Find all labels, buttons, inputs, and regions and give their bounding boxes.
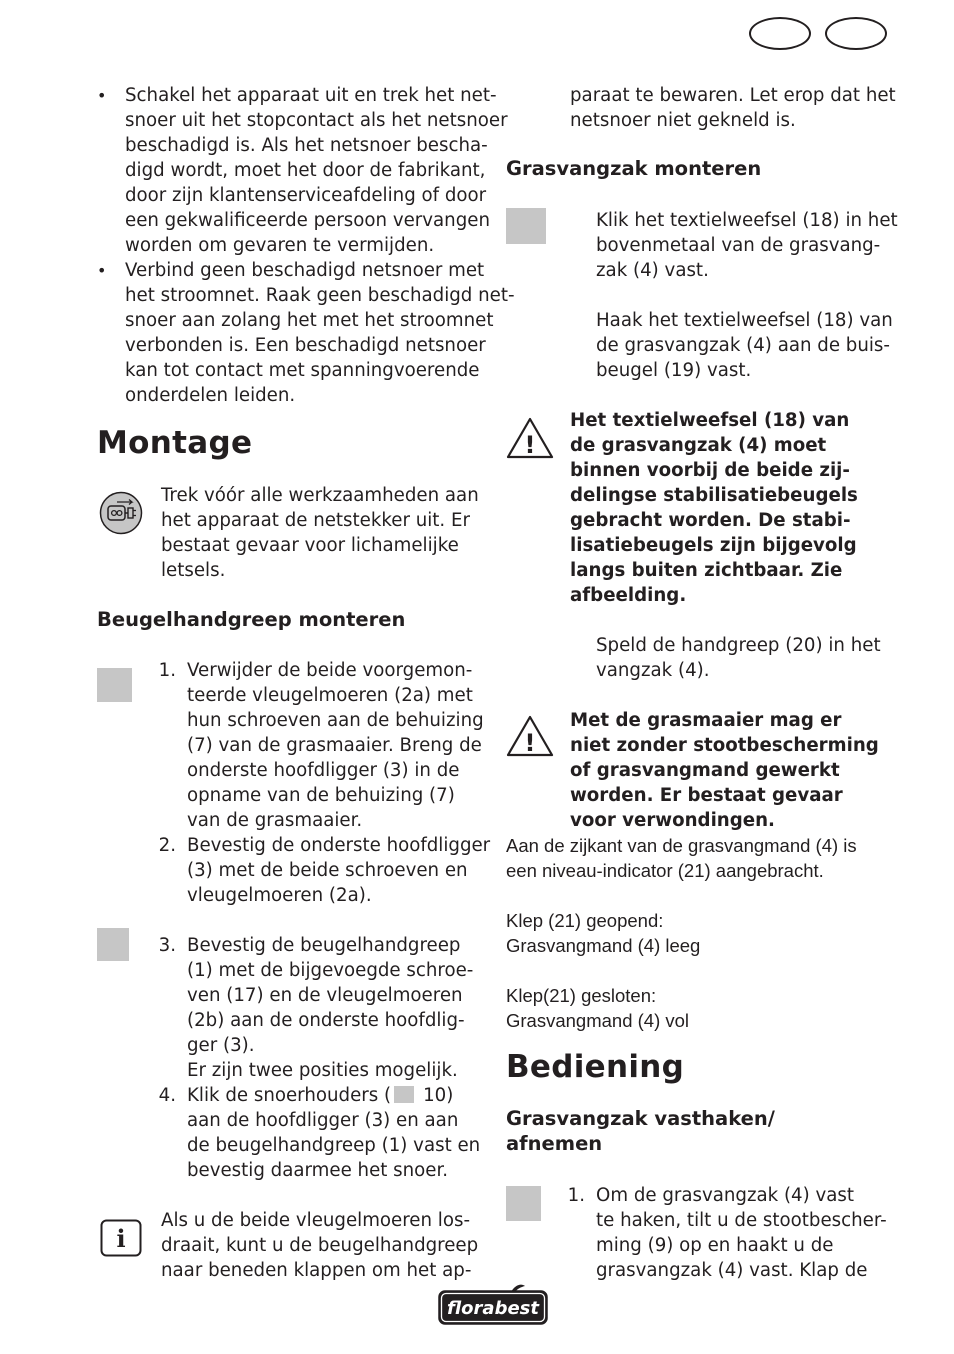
warning-note-1 xyxy=(570,408,858,608)
text-line: de grasvangzak (4) moet xyxy=(570,435,827,456)
text-line: vangzak (4). xyxy=(596,660,710,681)
text-line: Er zijn twee posities mogelijk. xyxy=(187,1060,458,1081)
subheading-grasvangzak-monteren: Grasvangzak monteren xyxy=(506,157,762,180)
text-segment: 10) xyxy=(423,1085,454,1106)
continuation-text xyxy=(570,83,896,133)
text-line: digd wordt, moet het door de fabrikant, xyxy=(125,160,486,181)
step-number: 2. xyxy=(158,835,176,856)
text-line: naar beneden klappen om het ap- xyxy=(161,1260,472,1281)
text-line: letsels. xyxy=(161,560,226,581)
figure-reference-box xyxy=(97,668,132,702)
text-line: Klep (21) geopend: xyxy=(506,910,664,931)
logo-text: florabest xyxy=(447,1298,539,1319)
text-line: Schakel het apparaat uit en trek het net- xyxy=(125,85,497,106)
text-line: gebracht worden. De stabi- xyxy=(570,510,851,531)
step-number: 1. xyxy=(158,660,176,681)
text-line: van de grasmaaier. xyxy=(187,810,363,831)
text-line: binnen voorbij de beide zij- xyxy=(570,460,850,481)
text-line: Het textielweefsel (18) van xyxy=(570,410,850,431)
text-line: of grasvangmand gewerkt xyxy=(570,760,840,781)
step-3-text xyxy=(187,933,473,1083)
text-line: kan tot contact met spanningvoerende xyxy=(125,360,480,381)
text-line: Verwijder de beide voorgemon- xyxy=(187,660,473,681)
text-line: (2b) aan de onderste hoofdlig- xyxy=(187,1010,465,1031)
text-line: Als u de beide vleugelmoeren los- xyxy=(161,1210,471,1231)
subheading-vasthaken xyxy=(506,1106,775,1156)
text-line: te haken, tilt u de stootbescher- xyxy=(596,1210,887,1231)
text-line: bovenmetaal van de grasvang- xyxy=(596,235,881,256)
text-line: Aan de zijkant van de grasvangmand (4) is xyxy=(506,835,857,856)
text-line: netsnoer niet gekneld is. xyxy=(570,110,796,131)
text-line: zak (4) vast. xyxy=(596,260,709,281)
text-line: niet zonder stootbescherming xyxy=(570,735,879,756)
text-line: het apparaat de netstekker uit. Er xyxy=(161,510,470,531)
step-number: 1. xyxy=(567,1185,585,1206)
flap-open-paragraph xyxy=(506,908,700,958)
text-line: worden om gevaren te vermijden. xyxy=(125,235,435,256)
warning-triangle-icon xyxy=(506,714,554,765)
text-line: beugel (19) vast. xyxy=(596,360,752,381)
text-line: hun schroeven aan de behuizing xyxy=(187,710,484,731)
cord-holder-reference-box xyxy=(394,1086,414,1103)
text-line: langs buiten zichtbaar. Zie xyxy=(570,560,843,581)
text-line: vleugelmoeren (2a). xyxy=(187,885,372,906)
text-line: Bevestig de onderste hoofdligger xyxy=(187,835,491,856)
text-line: draait, kunt u de beugelhandgreep xyxy=(161,1235,479,1256)
text-line: Bevestig de beugelhandgreep xyxy=(187,935,461,956)
text-line: Grasvangmand (4) leeg xyxy=(506,935,701,956)
click-fabric-paragraph xyxy=(596,208,898,283)
language-indicators xyxy=(749,17,890,53)
text-line: teerde vleugelmoeren (2a) met xyxy=(187,685,473,706)
section-heading-montage: Montage xyxy=(97,425,253,461)
text-line: afbeelding. xyxy=(570,585,687,606)
text-line: (3) met de beide schroeven en xyxy=(187,860,468,881)
text-line: lisatiebeugels zijn bijgevolg xyxy=(570,535,857,556)
text-line: aan de hoofdligger (3) en aan xyxy=(187,1110,459,1131)
text-line: delingse stabilisatiebeugels xyxy=(570,485,858,506)
figure-reference-box xyxy=(97,928,129,961)
text-segment: Klik de snoerhouders ( xyxy=(187,1085,392,1106)
language-oval-1 xyxy=(749,17,811,50)
text-line: Met de grasmaaier mag er xyxy=(570,710,842,731)
text-line: Om de grasvangzak (4) vast xyxy=(596,1185,855,1206)
text-line: ming (9) op en haakt u de xyxy=(596,1235,834,1256)
bediening-step-1-text xyxy=(596,1183,887,1283)
figure-reference-box xyxy=(506,1186,541,1221)
text-line xyxy=(187,1083,480,1108)
warning-triangle-icon xyxy=(506,416,554,467)
text-line: (1) met de bijgevoegde schroe- xyxy=(187,960,474,981)
text-line: grasvangzak (4) vast. Klap de xyxy=(596,1260,868,1281)
text-line: door zijn klantenserviceafdeling of door xyxy=(125,185,487,206)
step-number: 3. xyxy=(158,935,176,956)
hook-fabric-paragraph xyxy=(596,308,893,383)
text-line: verbonden is. Een beschadigd netsnoer xyxy=(125,335,486,356)
bullet-item-2 xyxy=(125,258,515,408)
text-line: opname van de behuizing (7) xyxy=(187,785,455,806)
text-line: een niveau-indicator (21) aangebracht. xyxy=(506,860,824,881)
section-heading-bediening: Bediening xyxy=(506,1049,685,1085)
warning-note-2 xyxy=(570,708,879,833)
text-line: paraat te bewaren. Let erop dat het xyxy=(570,85,896,106)
florabest-logo xyxy=(437,1283,549,1334)
level-indicator-paragraph xyxy=(506,833,857,883)
figure-reference-box xyxy=(506,208,546,244)
step-4-text xyxy=(187,1083,480,1183)
text-line: worden. Er bestaat gevaar xyxy=(570,785,843,806)
unplug-note xyxy=(161,483,479,583)
step-number: 4. xyxy=(158,1085,176,1106)
text-line: ven (17) en de vleugelmoeren xyxy=(187,985,463,1006)
text-line: Grasvangmand (4) vol xyxy=(506,1010,690,1031)
text-line: (7) van de grasmaaier. Breng de xyxy=(187,735,482,756)
text-line: Haak het textielweefsel (18) van xyxy=(596,310,893,331)
text-line: voor verwondingen. xyxy=(570,810,775,831)
subheading-beugelhandgreep: Beugelhandgreep monteren xyxy=(97,608,406,631)
text-line: beschadigd is. Als het netsnoer bescha- xyxy=(125,135,488,156)
bullet-marker: • xyxy=(97,261,107,280)
text-line: snoer uit het stopcontact als het netsnoer xyxy=(125,110,508,131)
warning-mark: ! xyxy=(524,729,536,757)
handle-paragraph xyxy=(596,633,881,683)
info-note xyxy=(161,1208,478,1283)
step-2-text xyxy=(187,833,490,908)
text-line: Trek vóór alle werkzaamheden aan xyxy=(161,485,479,506)
text-line: onderste hoofdligger (3) in de xyxy=(187,760,460,781)
text-line: Grasvangzak vasthaken/ xyxy=(506,1107,775,1130)
text-line: Klik het textielweefsel (18) in het xyxy=(596,210,898,231)
text-line: Verbind geen beschadigd netsnoer met xyxy=(125,260,485,281)
text-line: een gekwalificeerde persoon vervangen xyxy=(125,210,490,231)
text-line: snoer aan zolang het met het stroomnet xyxy=(125,310,494,331)
text-line: bestaat gevaar voor lichamelijke xyxy=(161,535,459,556)
text-line: ger (3). xyxy=(187,1035,255,1056)
text-line: bevestig daarmee het snoer. xyxy=(187,1160,449,1181)
bullet-item-1 xyxy=(125,83,508,258)
language-oval-2 xyxy=(825,17,887,50)
text-line: afnemen xyxy=(506,1132,603,1155)
unplug-icon xyxy=(99,491,143,542)
text-line: Klep(21) gesloten: xyxy=(506,985,657,1006)
info-icon xyxy=(100,1219,142,1264)
step-1-text xyxy=(187,658,484,833)
text-line: onderdelen leiden. xyxy=(125,385,296,406)
text-line: het stroomnet. Raak geen beschadigd net- xyxy=(125,285,515,306)
flap-closed-paragraph xyxy=(506,983,689,1033)
text-line: Speld de handgreep (20) in het xyxy=(596,635,881,656)
text-line: de beugelhandgreep (1) vast en xyxy=(187,1135,481,1156)
text-line: de grasvangzak (4) aan de buis- xyxy=(596,335,890,356)
bullet-marker: • xyxy=(97,86,107,105)
info-icon-letter: i xyxy=(116,1224,126,1253)
warning-mark: ! xyxy=(524,431,536,459)
